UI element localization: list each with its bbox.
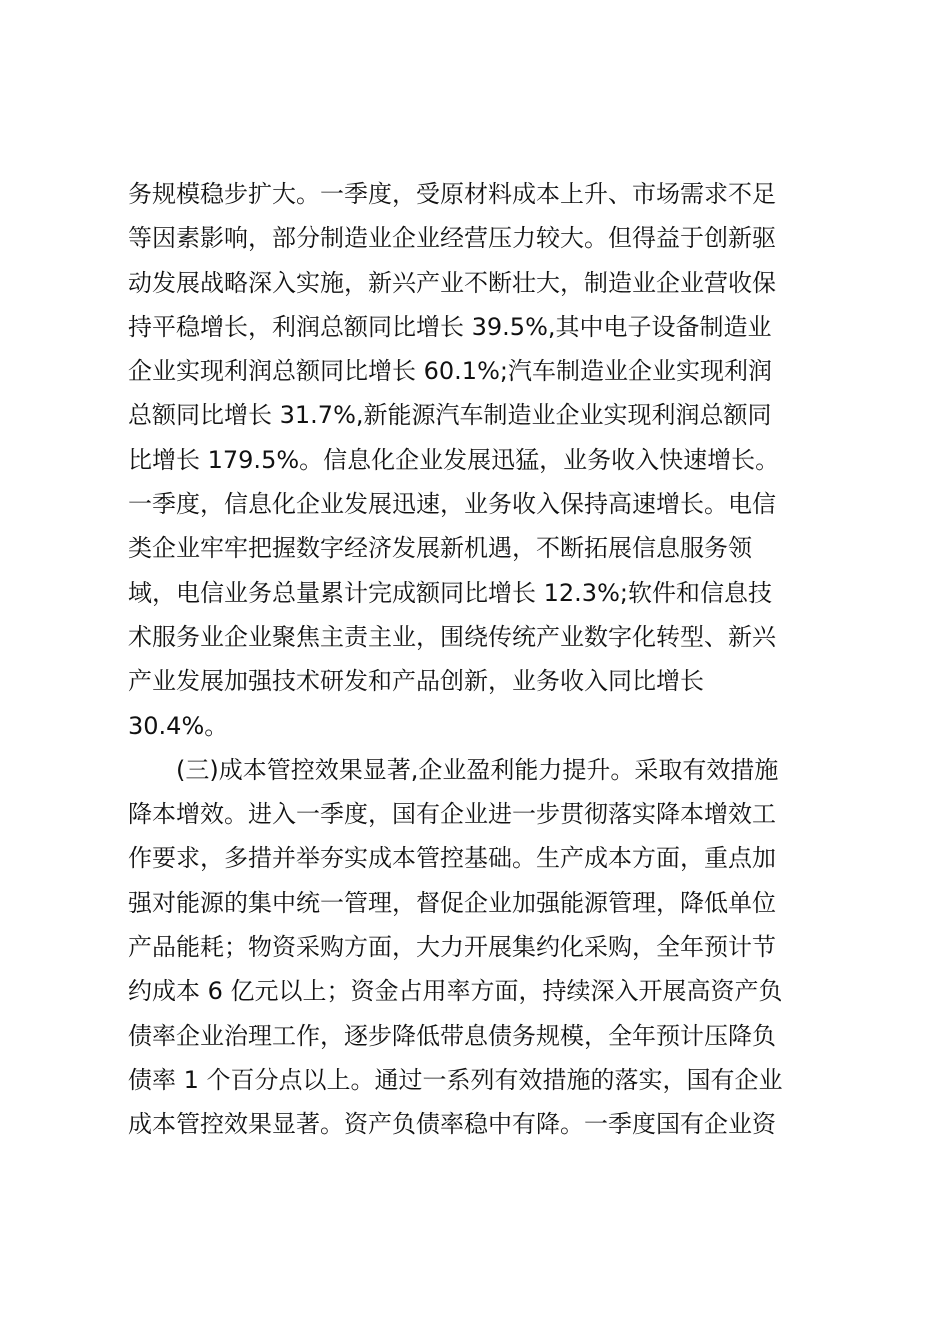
text-line-9: 类企业牢牢把握数字经济发展新机遇，不断拓展信息服务领 xyxy=(128,534,752,563)
text-line-22: 成本管控效果显著。资产负债率稳中有降。一季度国有企业资 xyxy=(128,1110,776,1139)
text-line-6: 总额同比增长 31.7%,新能源汽车制造业企业实现利润总额同 xyxy=(128,401,772,430)
text-line-10: 域，电信业务总量累计完成额同比增长 12.3%;软件和信息技 xyxy=(128,578,772,607)
text-line-17: 强对能源的集中统一管理，督促企业加强能源管理，降低单位 xyxy=(128,888,776,917)
body-text xyxy=(128,172,828,1147)
section-heading-line: (三)成本管控效果显著,企业盈利能力提升。采取有效措施 xyxy=(176,755,779,784)
text-line-15: 降本增效。进入一季度，国有企业进一步贯彻落实降本增效工 xyxy=(128,800,776,829)
text-line-4: 持平稳增长，利润总额同比增长 39.5%,其中电子设备制造业 xyxy=(128,312,772,341)
text-line-11: 术服务业企业聚焦主责主业，围绕传统产业数字化转型、新兴 xyxy=(128,622,776,651)
text-line-18: 产品能耗；物资采购方面，大力开展集约化采购，全年预计节 xyxy=(128,933,776,962)
text-line-3: 动发展战略深入实施，新兴产业不断壮大，制造业企业营收保 xyxy=(128,268,776,297)
text-line-12: 产业发展加强技术研发和产品创新，业务收入同比增长 xyxy=(128,667,704,696)
text-line-13: 30.4%。 xyxy=(128,711,229,740)
text-line-19: 约成本 6 亿元以上；资金占用率方面，持续深入开展高资产负 xyxy=(128,977,783,1006)
text-line-8: 一季度，信息化企业发展迅速，业务收入保持高速增长。电信 xyxy=(128,490,776,519)
text-line-16: 作要求，多措并举夯实成本管控基础。生产成本方面，重点加 xyxy=(128,844,776,873)
text-line-5: 企业实现利润总额同比增长 60.1%;汽车制造业企业实现利润 xyxy=(128,357,772,386)
text-line-2: 等因素影响，部分制造业企业经营压力较大。但得益于创新驱 xyxy=(128,224,776,253)
text-line-21: 债率 1 个百分点以上。通过一系列有效措施的落实，国有企业 xyxy=(128,1065,783,1094)
text-line-7: 比增长 179.5%。信息化企业发展迅猛，业务收入快速增长。 xyxy=(128,445,780,474)
text-line-20: 债率企业治理工作，逐步降低带息债务规模，全年预计压降负 xyxy=(128,1021,776,1050)
text-line-1: 务规模稳步扩大。一季度，受原材料成本上升、市场需求不足 xyxy=(128,180,776,208)
